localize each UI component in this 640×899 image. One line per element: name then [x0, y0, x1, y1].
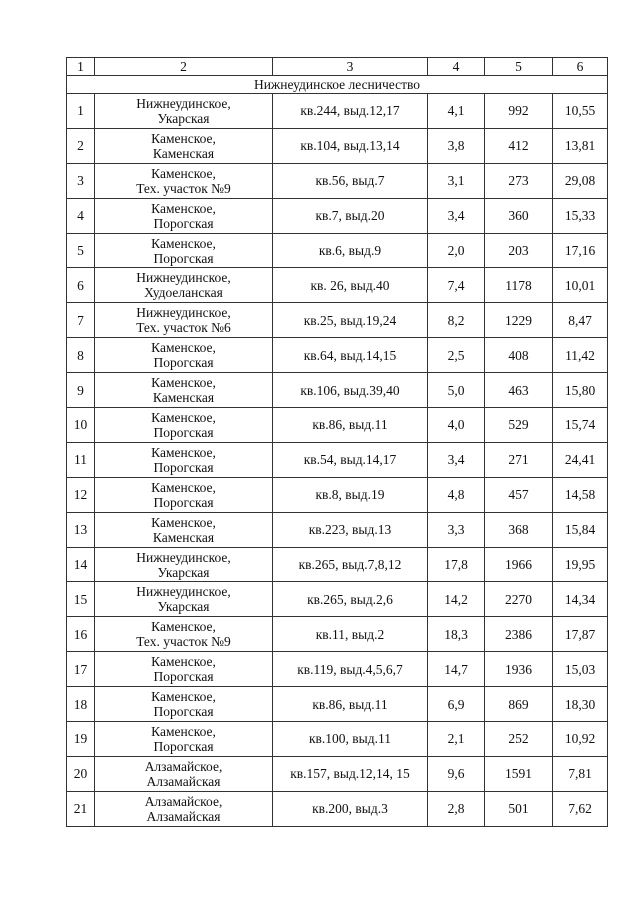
table-row	[67, 547, 608, 582]
location-cell	[95, 373, 273, 408]
column-5-value: 2386	[485, 617, 553, 652]
dacha-name: Тех. участок №6	[136, 320, 231, 336]
row-number: 21	[67, 791, 95, 826]
location-cell	[95, 163, 273, 198]
table-row	[67, 756, 608, 791]
column-header-4: 4	[428, 58, 485, 76]
column-4-value: 7,4	[428, 268, 485, 303]
column-6-value: 8,47	[553, 303, 608, 338]
column-5-value: 360	[485, 198, 553, 233]
column-4-value: 4,0	[428, 408, 485, 443]
column-4-value: 3,4	[428, 198, 485, 233]
location-cell	[95, 687, 273, 722]
dacha-name: Порогская	[153, 355, 214, 371]
row-number: 19	[67, 722, 95, 757]
column-5-value: 1966	[485, 547, 553, 582]
table-row	[67, 652, 608, 687]
section-title: Нижнеудинское лесничество	[67, 76, 608, 94]
row-number: 12	[67, 477, 95, 512]
column-6-value: 7,81	[553, 756, 608, 791]
column-6-value: 15,74	[553, 408, 608, 443]
table-row	[67, 94, 608, 129]
column-5-value: 1178	[485, 268, 553, 303]
location-cell	[95, 338, 273, 373]
dacha-name: Порогская	[153, 669, 214, 685]
quarter-cell: кв.86, выд.11	[273, 687, 428, 722]
column-6-value: 14,58	[553, 477, 608, 512]
column-4-value: 14,2	[428, 582, 485, 617]
quarter-cell: кв.54, выд.14,17	[273, 442, 428, 477]
column-5-value: 271	[485, 442, 553, 477]
column-6-value: 10,01	[553, 268, 608, 303]
column-header-1: 1	[67, 58, 95, 76]
column-4-value: 8,2	[428, 303, 485, 338]
dacha-name: Тех. участок №9	[136, 634, 231, 650]
table-row	[67, 303, 608, 338]
dacha-name: Тех. участок №9	[136, 180, 231, 196]
dacha-name: Каменская	[152, 390, 215, 406]
dacha-name: Укарская	[157, 564, 210, 580]
column-5-value: 457	[485, 477, 553, 512]
column-5-value: 412	[485, 128, 553, 163]
column-4-value: 3,4	[428, 442, 485, 477]
quarter-cell: кв.8, выд.19	[273, 477, 428, 512]
district-forestry: Каменское,	[151, 375, 216, 391]
column-5-value: 203	[485, 233, 553, 268]
column-4-value: 18,3	[428, 617, 485, 652]
table-row	[67, 338, 608, 373]
district-forestry: Каменское,	[151, 654, 216, 670]
dacha-name: Худоеланская	[144, 285, 223, 301]
column-5-value: 869	[485, 687, 553, 722]
district-forestry: Нижнеудинское,	[136, 549, 231, 565]
district-forestry: Каменское,	[151, 689, 216, 705]
location-cell	[95, 408, 273, 443]
dacha-name: Укарская	[157, 599, 210, 615]
column-6-value: 15,84	[553, 512, 608, 547]
column-header-2: 2	[95, 58, 273, 76]
table-row	[67, 722, 608, 757]
location-cell	[95, 512, 273, 547]
column-5-value: 992	[485, 94, 553, 129]
row-number: 18	[67, 687, 95, 722]
location-cell	[95, 198, 273, 233]
table-row	[67, 268, 608, 303]
dacha-name: Порогская	[153, 250, 214, 266]
dacha-name: Каменская	[152, 529, 215, 545]
district-forestry: Каменское,	[151, 165, 216, 181]
row-number: 9	[67, 373, 95, 408]
location-cell	[95, 303, 273, 338]
column-6-value: 24,41	[553, 442, 608, 477]
dacha-name: Порогская	[153, 459, 214, 475]
column-6-value: 7,62	[553, 791, 608, 826]
column-5-value: 1936	[485, 652, 553, 687]
table-row	[67, 442, 608, 477]
location-cell	[95, 756, 273, 791]
column-5-value: 252	[485, 722, 553, 757]
quarter-cell: кв.7, выд.20	[273, 198, 428, 233]
column-6-value: 11,42	[553, 338, 608, 373]
table-row	[67, 617, 608, 652]
column-6-value: 15,33	[553, 198, 608, 233]
forest-table	[66, 57, 608, 827]
location-cell	[95, 233, 273, 268]
column-4-value: 4,1	[428, 94, 485, 129]
location-cell	[95, 128, 273, 163]
quarter-cell: кв.265, выд.2,6	[273, 582, 428, 617]
dacha-name: Алзамайская	[146, 773, 221, 789]
row-number: 3	[67, 163, 95, 198]
column-4-value: 17,8	[428, 547, 485, 582]
district-forestry: Нижнеудинское,	[136, 95, 231, 111]
column-4-value: 2,0	[428, 233, 485, 268]
location-cell	[95, 268, 273, 303]
district-forestry: Алзамайское,	[144, 758, 223, 774]
column-6-value: 10,92	[553, 722, 608, 757]
column-header-5: 5	[485, 58, 553, 76]
quarter-cell: кв.265, выд.7,8,12	[273, 547, 428, 582]
row-number: 2	[67, 128, 95, 163]
table-row	[67, 408, 608, 443]
column-6-value: 10,55	[553, 94, 608, 129]
district-forestry: Каменское,	[151, 619, 216, 635]
district-forestry: Каменское,	[151, 130, 216, 146]
column-5-value: 368	[485, 512, 553, 547]
column-header-3: 3	[273, 58, 428, 76]
row-number: 4	[67, 198, 95, 233]
location-cell	[95, 477, 273, 512]
column-6-value: 13,81	[553, 128, 608, 163]
location-cell	[95, 791, 273, 826]
district-forestry: Каменское,	[151, 479, 216, 495]
district-forestry: Алзамайское,	[144, 793, 223, 809]
district-forestry: Каменское,	[151, 200, 216, 216]
district-forestry: Нижнеудинское,	[136, 305, 231, 321]
district-forestry: Каменское,	[151, 723, 216, 739]
quarter-cell: кв.223, выд.13	[273, 512, 428, 547]
column-5-value: 273	[485, 163, 553, 198]
column-4-value: 3,1	[428, 163, 485, 198]
row-number: 8	[67, 338, 95, 373]
location-cell	[95, 547, 273, 582]
table-row	[67, 128, 608, 163]
column-5-value: 1229	[485, 303, 553, 338]
column-header-6: 6	[553, 58, 608, 76]
quarter-cell: кв.25, выд.19,24	[273, 303, 428, 338]
district-forestry: Нижнеудинское,	[136, 584, 231, 600]
column-4-value: 2,1	[428, 722, 485, 757]
quarter-cell: кв.6, выд.9	[273, 233, 428, 268]
table-row	[67, 582, 608, 617]
quarter-cell: кв.56, выд.7	[273, 163, 428, 198]
row-number: 15	[67, 582, 95, 617]
quarter-cell: кв.106, выд.39,40	[273, 373, 428, 408]
location-cell	[95, 722, 273, 757]
row-number: 13	[67, 512, 95, 547]
row-number: 7	[67, 303, 95, 338]
column-5-value: 408	[485, 338, 553, 373]
table-row	[67, 233, 608, 268]
quarter-cell: кв.200, выд.3	[273, 791, 428, 826]
district-forestry: Каменское,	[151, 235, 216, 251]
column-6-value: 14,34	[553, 582, 608, 617]
dacha-name: Порогская	[153, 704, 214, 720]
column-6-value: 15,80	[553, 373, 608, 408]
row-number: 10	[67, 408, 95, 443]
column-4-value: 9,6	[428, 756, 485, 791]
column-4-value: 4,8	[428, 477, 485, 512]
quarter-cell: кв.104, выд.13,14	[273, 128, 428, 163]
column-4-value: 5,0	[428, 373, 485, 408]
quarter-cell: кв.64, выд.14,15	[273, 338, 428, 373]
table-row	[67, 198, 608, 233]
table-row	[67, 373, 608, 408]
row-number: 11	[67, 442, 95, 477]
row-number: 17	[67, 652, 95, 687]
column-4-value: 6,9	[428, 687, 485, 722]
table-row	[67, 512, 608, 547]
column-6-value: 17,87	[553, 617, 608, 652]
quarter-cell: кв.157, выд.12,14, 15	[273, 756, 428, 791]
row-number: 16	[67, 617, 95, 652]
table-row	[67, 477, 608, 512]
column-6-value: 15,03	[553, 652, 608, 687]
location-cell	[95, 94, 273, 129]
location-cell	[95, 617, 273, 652]
quarter-cell: кв.11, выд.2	[273, 617, 428, 652]
column-5-value: 463	[485, 373, 553, 408]
column-5-value: 1591	[485, 756, 553, 791]
column-number-row	[67, 58, 608, 76]
column-4-value: 2,5	[428, 338, 485, 373]
dacha-name: Алзамайская	[146, 808, 221, 824]
column-6-value: 17,16	[553, 233, 608, 268]
location-cell	[95, 652, 273, 687]
column-4-value: 2,8	[428, 791, 485, 826]
section-row	[67, 76, 608, 94]
column-4-value: 3,3	[428, 512, 485, 547]
column-5-value: 529	[485, 408, 553, 443]
location-cell	[95, 582, 273, 617]
dacha-name: Порогская	[153, 738, 214, 754]
quarter-cell: кв.119, выд.4,5,6,7	[273, 652, 428, 687]
dacha-name: Порогская	[153, 424, 214, 440]
column-5-value: 2270	[485, 582, 553, 617]
row-number: 6	[67, 268, 95, 303]
row-number: 20	[67, 756, 95, 791]
column-6-value: 19,95	[553, 547, 608, 582]
table-row	[67, 791, 608, 826]
row-number: 5	[67, 233, 95, 268]
district-forestry: Каменское,	[151, 340, 216, 356]
quarter-cell: кв.244, выд.12,17	[273, 94, 428, 129]
column-6-value: 18,30	[553, 687, 608, 722]
column-5-value: 501	[485, 791, 553, 826]
district-forestry: Каменское,	[151, 514, 216, 530]
district-forestry: Нижнеудинское,	[136, 270, 231, 286]
row-number: 14	[67, 547, 95, 582]
dacha-name: Порогская	[153, 215, 214, 231]
location-cell	[95, 442, 273, 477]
quarter-cell: кв. 26, выд.40	[273, 268, 428, 303]
dacha-name: Порогская	[153, 494, 214, 510]
dacha-name: Каменская	[152, 145, 215, 161]
column-4-value: 3,8	[428, 128, 485, 163]
table-body	[67, 58, 608, 827]
quarter-cell: кв.86, выд.11	[273, 408, 428, 443]
dacha-name: Укарская	[157, 110, 210, 126]
row-number: 1	[67, 94, 95, 129]
table-row	[67, 687, 608, 722]
table-row	[67, 163, 608, 198]
column-4-value: 14,7	[428, 652, 485, 687]
district-forestry: Каменское,	[151, 409, 216, 425]
quarter-cell: кв.100, выд.11	[273, 722, 428, 757]
column-6-value: 29,08	[553, 163, 608, 198]
district-forestry: Каменское,	[151, 444, 216, 460]
